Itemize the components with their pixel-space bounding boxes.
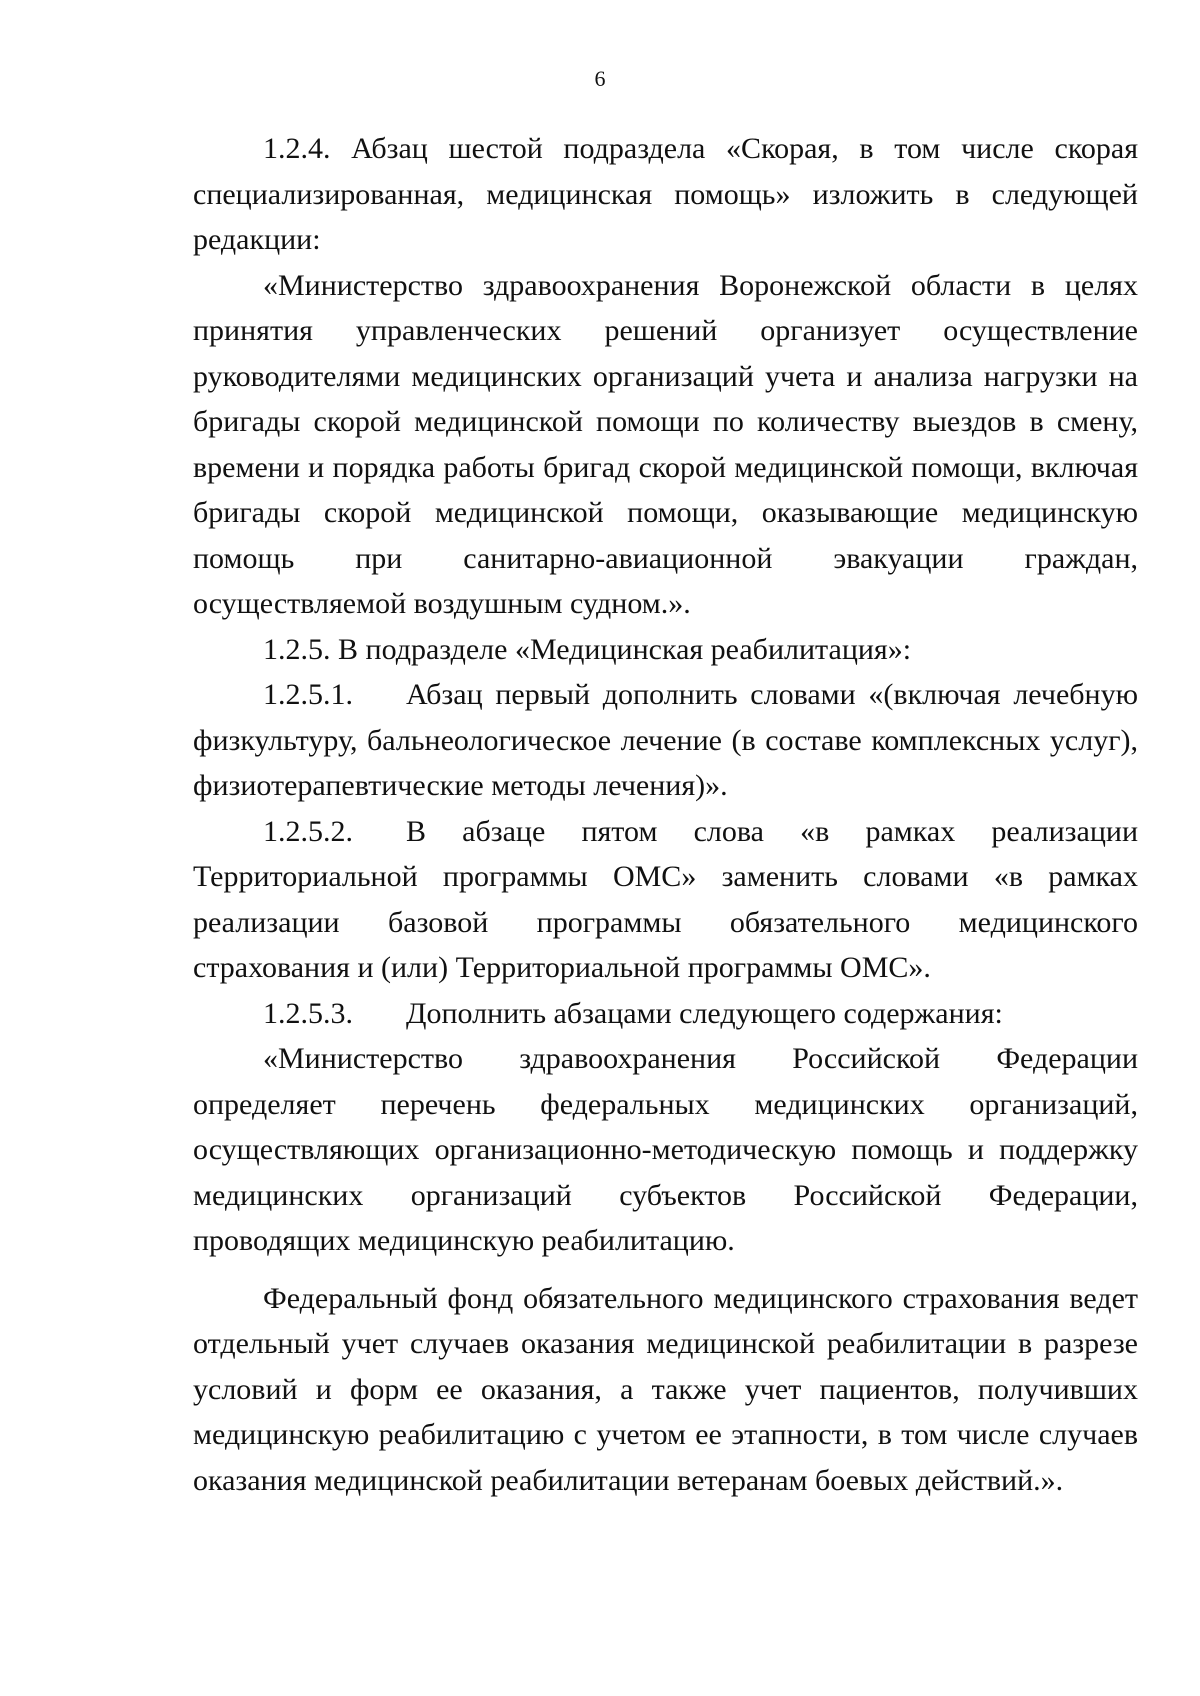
page-number: 6 <box>594 66 606 91</box>
paragraph-number: 1.2.5.3. <box>263 996 353 1030</box>
document-body <box>193 126 1138 1503</box>
paragraph-quote-ministry <box>193 1036 1138 1264</box>
paragraph-text: В абзаце пятом слова «в рамках реализации Территориальной программы ОМС» заменить словами «в рамках реализации базовой программы обязательного медицинского страхования и (или) Территориальной программы ОМС». <box>193 814 1138 984</box>
paragraph-text: «Министерство здравоохранения Российской Федерации определяет перечень федеральных медицинских организаций, осуществляющих организационно-методическую помощь и поддержку медицинских организаций субъектов Российской Федерации, проводящих медицинскую реабилитацию. <box>193 1042 1138 1257</box>
paragraph-1-2-4 <box>193 126 1138 263</box>
paragraph-text: 1.2.4. Абзац шестой подраздела «Скорая, в том числе скорая специализированная, медицинская помощь» изложить в следующей редакции: <box>193 132 1138 256</box>
paragraph-1-2-5-1 <box>193 672 1138 809</box>
paragraph-text: 1.2.5. В подразделе «Медицинская реабилитация»: <box>263 632 912 666</box>
paragraph-1-2-5-2 <box>193 809 1138 991</box>
paragraph-quote-fund <box>193 1276 1138 1504</box>
paragraph-number: 1.2.5.1. <box>263 678 353 711</box>
paragraph-1-2-5-3 <box>193 991 1138 1037</box>
paragraph-text: «Министерство здравоохранения Воронежской области в целях принятия управленческих решений организует осуществление руководителями медицинских организаций учета и анализа нагрузки на бригады скорой медицинской помощи по количеству выездов в смену, времени и порядка работы бригад скорой медицинской помощи, включая бригады скорой медицинской помощи, оказывающие медицинскую помощь при санитарно-авиационной эвакуации граждан, осуществляемой воздушным судном.». <box>193 268 1138 620</box>
paragraph-1-2-5 <box>193 627 1138 673</box>
paragraph-text: Дополнить абзацами следующего содержания: <box>406 996 1003 1030</box>
paragraph-text: Абзац первый дополнить словами «(включая лечебную физкультуру, бальнеологическое лечение (в составе комплексных услуг), физиотерапевтические методы лечения)». <box>193 678 1138 802</box>
paragraph-text: Федеральный фонд обязательного медицинского страхования ведет отдельный учет случаев оказания медицинской реабилитации в разрезе условий и форм ее оказания, а также учет пациентов, получивших медицинскую реабилитацию с учетом ее этапности, в том числе случаев оказания медицинской реабилитации ветеранам боевых действий.». <box>193 1281 1138 1497</box>
paragraph-number: 1.2.5.2. <box>263 814 353 848</box>
paragraph-quote-ambulance <box>193 263 1138 627</box>
